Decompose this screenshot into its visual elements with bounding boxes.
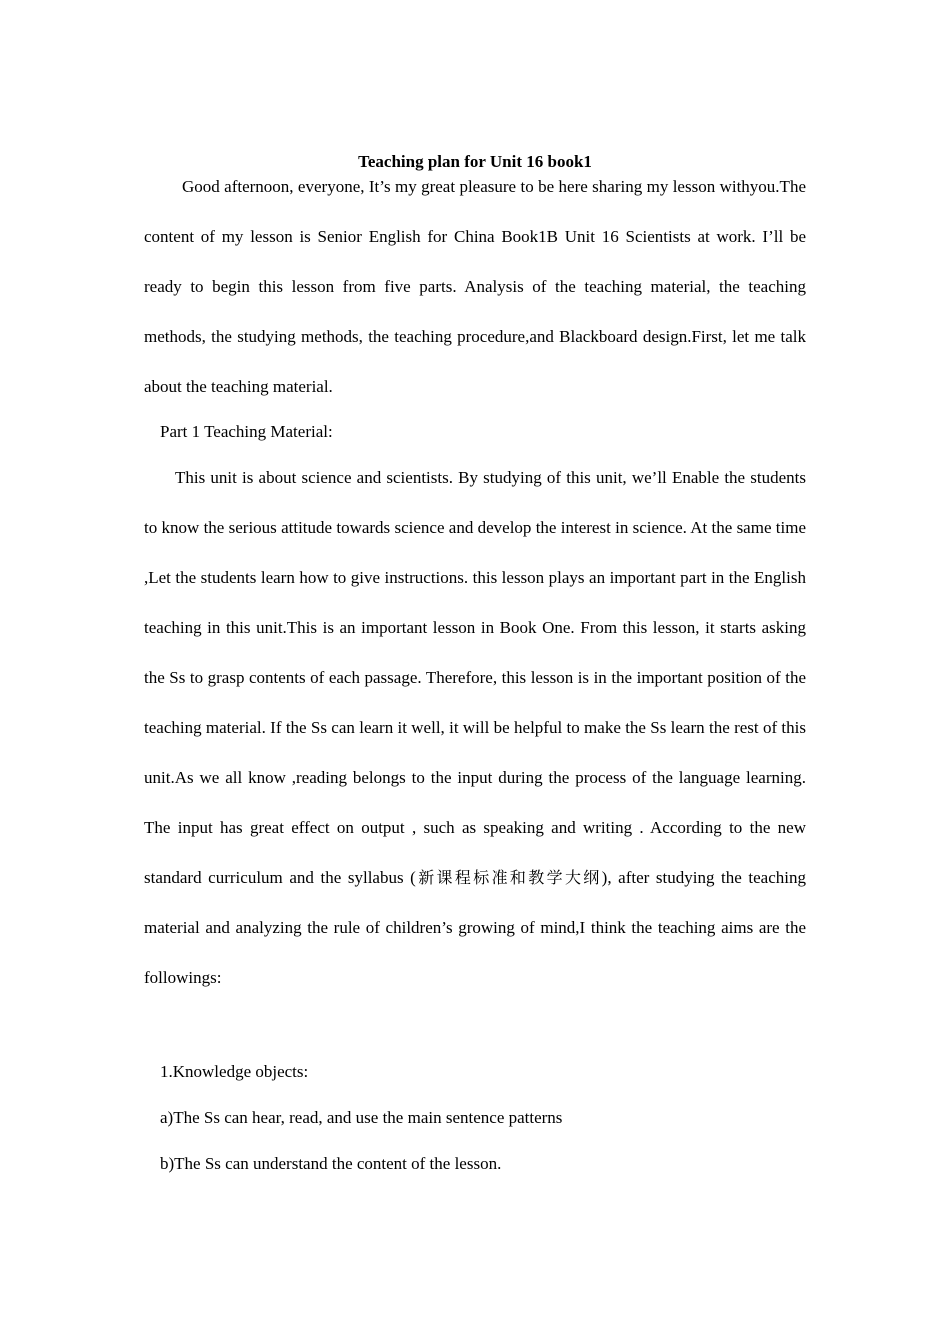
knowledge-item-b: b)The Ss can understand the content of the lesson.: [160, 1154, 502, 1173]
teaching-material-chinese-note: 新课程标准和教学大纲: [415, 868, 602, 887]
document-title: Teaching plan for Unit 16 book1: [358, 152, 592, 171]
teaching-material-text-b: ), after studying the teaching material and analyzing the rule of children’s growing of mind,I think the teaching aims are the followings:: [144, 868, 806, 987]
part1-heading: Part 1 Teaching Material:: [160, 422, 333, 441]
intro-paragraph: Good afternoon, everyone, It’s my great pleasure to be here sharing my lesson withyou.The content of my lesson is Senior English for China Book1B Unit 16 Scientists at work. I’ll be ready to begin this lesson from five parts. Analysis of the teaching material, the teaching methods, the studying methods, the teaching procedure,and Blackboard design.First, let me talk about the teaching material.: [144, 177, 806, 396]
teaching-material-text-a: This unit is about science and scientists. By studying of this unit, we’ll Enable the students to know the serious attitude towards science and develop the interest in science. At the same time ,Let the students learn how to give instructions. this lesson plays an important part in the English teaching in this unit.This is an important lesson in Book One. From this lesson, it starts asking the Ss to grasp contents of each passage. Therefore, this lesson is in the important position of the teaching material. If the Ss can learn it well, it will be helpful to make the Ss learn the rest of this unit.As we all know ,reading belongs to the input during the process of the language learning. The input has great effect on output , such as speaking and writing . According to the new standard curriculum and the syllabus (: [144, 468, 806, 887]
knowledge-item-a: a)The Ss can hear, read, and use the main sentence patterns: [160, 1108, 563, 1127]
knowledge-objects-heading: 1.Knowledge objects:: [160, 1062, 309, 1081]
teaching-material-paragraph: [144, 453, 806, 1003]
